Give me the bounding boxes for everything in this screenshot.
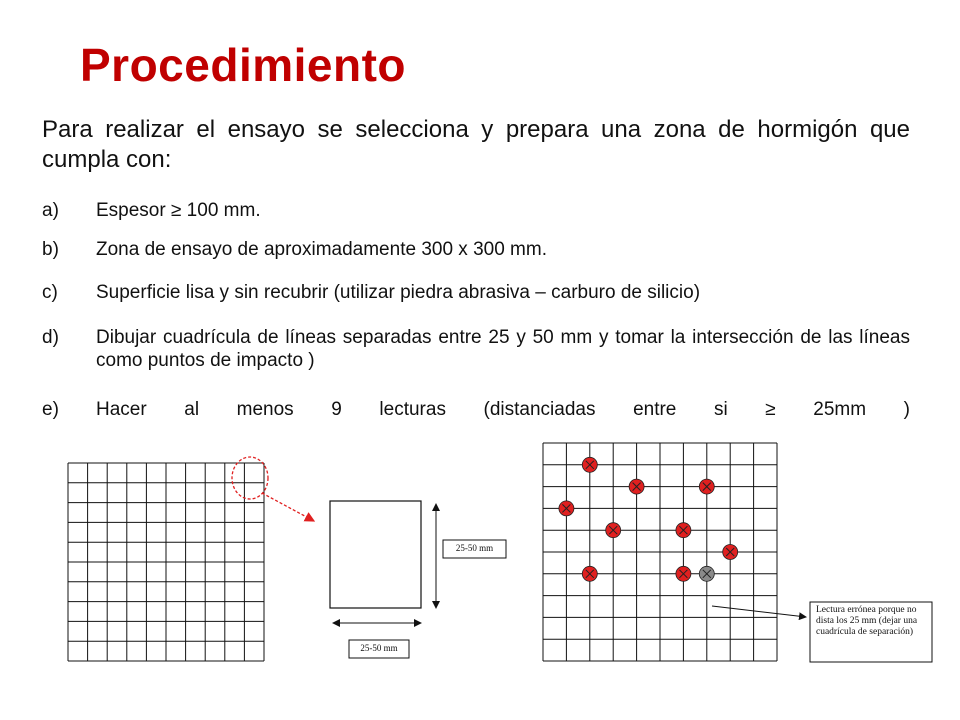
list-item-label: d) bbox=[42, 327, 59, 348]
list-item-text: Espesor ≥ 100 mm. bbox=[96, 200, 261, 221]
list-item-text: Zona de ensayo de aproximadamente 300 x 300 mm. bbox=[96, 239, 547, 260]
list-item-label: e) bbox=[42, 399, 59, 420]
dimension-horizontal-label: 25-50 mm bbox=[360, 643, 398, 653]
enlarged-cell bbox=[330, 501, 421, 608]
grid-left bbox=[68, 463, 264, 661]
note-text: Lectura errónea porque no dista los 25 mm (dejar una cuadrícula de separación) bbox=[816, 605, 918, 637]
list-item-text: Hacer al menos 9 lecturas (distanciadas entre si ≥ 25mm ) bbox=[96, 399, 910, 420]
intro-text: Para realizar el ensayo se selecciona y prepara una zona de hormigón que cumpla con: bbox=[42, 116, 910, 173]
list-item-text: Dibujar cuadrícula de líneas separadas entre 25 y 50 mm y tomar la intersección de las líneas como puntos de impacto ) bbox=[96, 327, 910, 371]
list-item-label: c) bbox=[42, 282, 58, 303]
list-item-label: b) bbox=[42, 239, 59, 260]
zoom-arrow-icon bbox=[262, 493, 314, 521]
list-item-text: Superficie lisa y sin recubrir (utilizar piedra abrasiva – carburo de silicio) bbox=[96, 282, 701, 303]
note-connector-arrow-icon bbox=[712, 606, 806, 617]
slide-title: Procedimiento bbox=[80, 39, 407, 91]
list-item-label: a) bbox=[42, 200, 59, 221]
grid-right bbox=[543, 443, 777, 661]
dimension-vertical-label: 25-50 mm bbox=[455, 543, 494, 553]
